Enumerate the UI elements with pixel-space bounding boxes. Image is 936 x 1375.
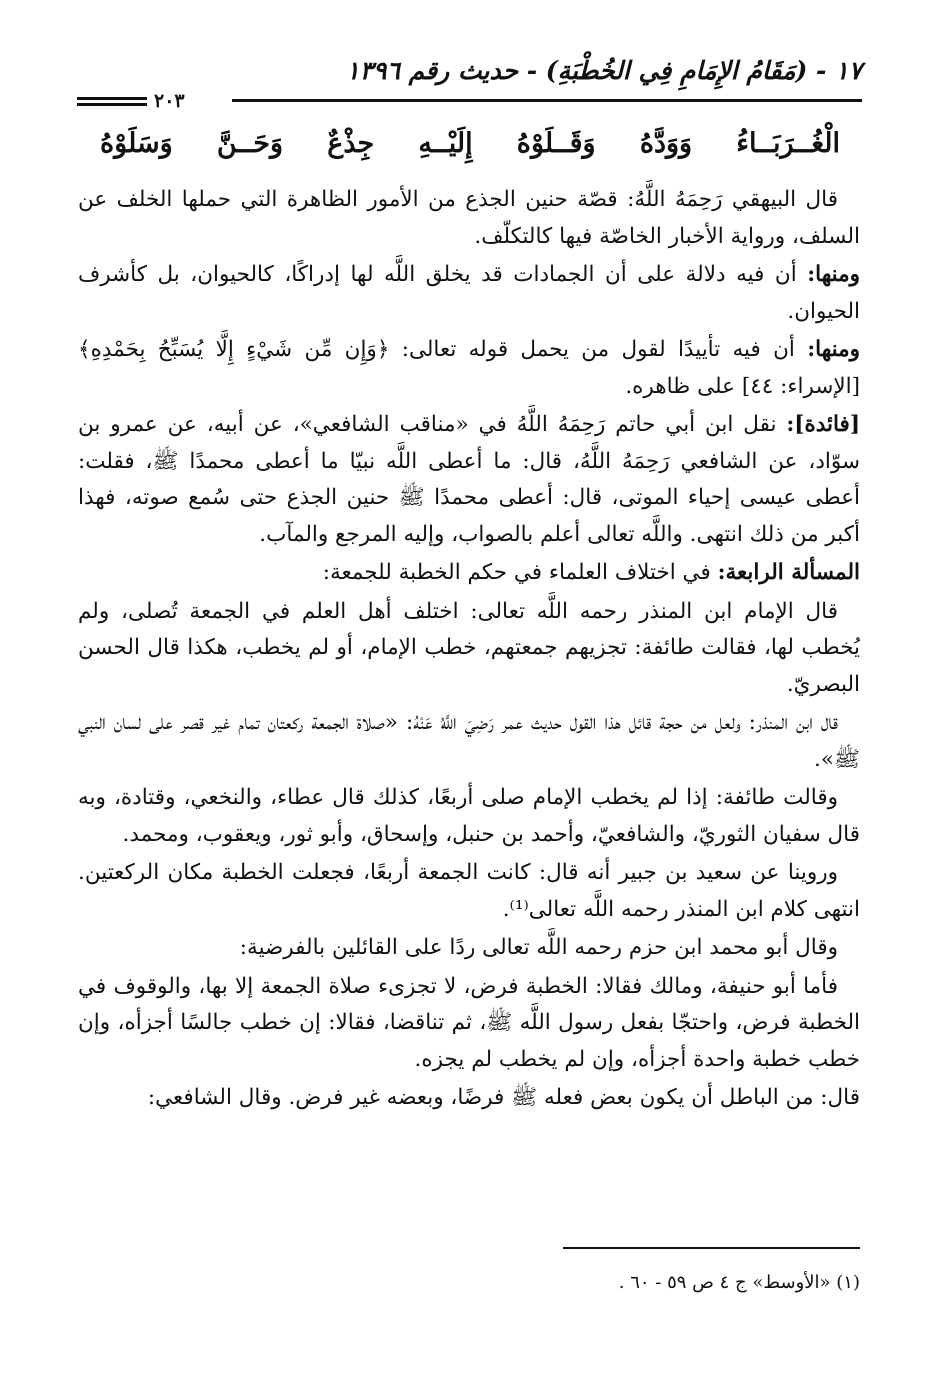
verse-word: وَقَــلَوْهُ — [516, 128, 596, 159]
paragraph-text: قال الإمام ابن المنذر رحمه اللَّه تعالى: اختلف أهل العلم في الجمعة تُصلى، ولم يُخطب لها، فقالت طائفة: تجزيهم جمعتهم، خطب الإمام، أو لم يخطب، هكذا قال الحسن البصريّ. — [78, 598, 860, 697]
paragraph — [78, 1080, 860, 1117]
paragraph-text: أن فيه تأييدًا لقول من يحمل قوله تعالى: ﴿وَإِن مِّن شَيْءٍ إِلَّا يُسَبِّحُ بِحَمْدِهِ﴾ [الإسراء: ٤٤] على ظاهره. — [78, 337, 860, 399]
header-double-rule — [77, 97, 147, 106]
paragraph-text: فأما أبو حنيفة، ومالك فقالا: الخطبة فرض، لا تجزىء صلاة الجمعة إلا بها، والوقوف في الخطبة فرض، واحتجّا بفعل رسول اللَّه ﷺ، ثم تناقضا، فقالا: إن خطب جالسًا أجزأه، وإن خطب خطبة واحدة أجزأه، وإن لم يخطب لم يجزه. — [78, 973, 860, 1072]
verse-line — [100, 128, 840, 159]
verse-word: جِذْعٌ — [327, 128, 375, 159]
section-heading — [78, 555, 860, 592]
page-number: ٢٠٣ — [154, 90, 185, 112]
paragraph-lead: ومنها: — [807, 262, 860, 287]
paragraph — [78, 182, 860, 255]
section-title: المسألة الرابعة: — [717, 560, 860, 585]
paragraph-lead: ومنها: — [807, 337, 860, 362]
running-head: ١٧ - (مَقَامُ الإِمَامِ فِي الخُطْبَةِ) - حديث رقم ١٣٩٦ — [346, 56, 862, 85]
paragraph-text: أن فيه دلالة على أن الجمادات قد يخلق اللَّه لها إدراكًا، كالحيوان، بل كأشرف الحيوان. — [78, 262, 860, 324]
paragraph — [78, 930, 860, 967]
footnote: (١) «الأوسط» ج ٤ ص ٥٩ - ٦٠ . — [618, 1272, 860, 1293]
paragraph-text: قال البيهقي رَحِمَهُ اللَّهُ: قصّة حنين الجذع من الأمور الظاهرة التي حملها الخلف عن السلف، ورواية الأخبار الخاصّة فيها كالتكلّف. — [78, 187, 860, 249]
paragraph-text: نقل ابن أبي حاتم رَحِمَهُ اللَّهُ في «مناقب الشافعي»، عن أبيه، عن عمرو بن سوّاد، عن الشافعي رَحِمَهُ اللَّهُ، قال: ما أعطى اللَّه نبيّا ما أعطى محمدًا ﷺ، فقلت: أعطى عيسى إحياء الموتى، قال: أعطى محمدًا ﷺ حنين الجذع حتى سُمع صوته، فهذا أكبر من ذلك انتهى. واللَّه تعالى أعلم بالصواب، وإليه المرجع والمآب. — [78, 412, 860, 547]
paragraph-lead: [فائدة]: — [786, 412, 860, 437]
paragraph — [78, 969, 860, 1079]
body-text — [78, 182, 860, 1119]
verse-word: وَحَــنَّ — [216, 128, 284, 159]
paragraph-text: قال ابن المنذر: ولعل من حجة قائل هذا القول حديث عمر رَضِيَ اللَّهُ عَنْهُ: «صلاة الجمعة ركعتان تمام غير قصر على لسان النبي ﷺ». — [78, 710, 860, 772]
paragraph — [78, 855, 860, 928]
paragraph-text: وقال أبو محمد ابن حزم رحمه اللَّه تعالى ردًا على القائلين بالفرضية: — [239, 935, 838, 960]
paragraph — [78, 705, 860, 778]
paragraph — [78, 332, 860, 405]
verse-word: وَوَدَّهُ — [639, 128, 693, 159]
paragraph-text: قال: من الباطل أن يكون بعض فعله ﷺ فرضًا، وبعضه غير فرض. وقال الشافعي: — [147, 1085, 860, 1110]
header-rule — [232, 99, 862, 102]
paragraph — [78, 407, 860, 553]
paragraph-text: وروينا عن سعيد بن جبير أنه قال: كانت الجمعة أربعًا، فجعلت الخطبة مكان الركعتين. انتهى كلام ابن المنذر رحمه اللَّه تعالى⁽¹⁾. — [78, 860, 860, 922]
paragraph — [78, 594, 860, 704]
page-header — [72, 52, 862, 112]
paragraph — [78, 780, 860, 853]
paragraph-text: في اختلاف العلماء في حكم الخطبة للجمعة: — [322, 560, 718, 585]
paragraph — [78, 257, 860, 330]
verse-word: وَسَلَوْهُ — [100, 128, 173, 159]
verse-word: الْغُــرَبَــاءُ — [736, 128, 840, 159]
verse-word: إِلَيْــهِ — [418, 128, 473, 159]
paragraph-text: وقالت طائفة: إذا لم يخطب الإمام صلى أربعًا، كذلك قال عطاء، والنخعي، وقتادة، وبه قال سفيان الثوريّ، والشافعيّ، وأحمد بن حنبل، وإسحاق، وأبو ثور، ويعقوب، ومحمد. — [78, 785, 860, 847]
footnote-rule — [563, 1247, 860, 1249]
